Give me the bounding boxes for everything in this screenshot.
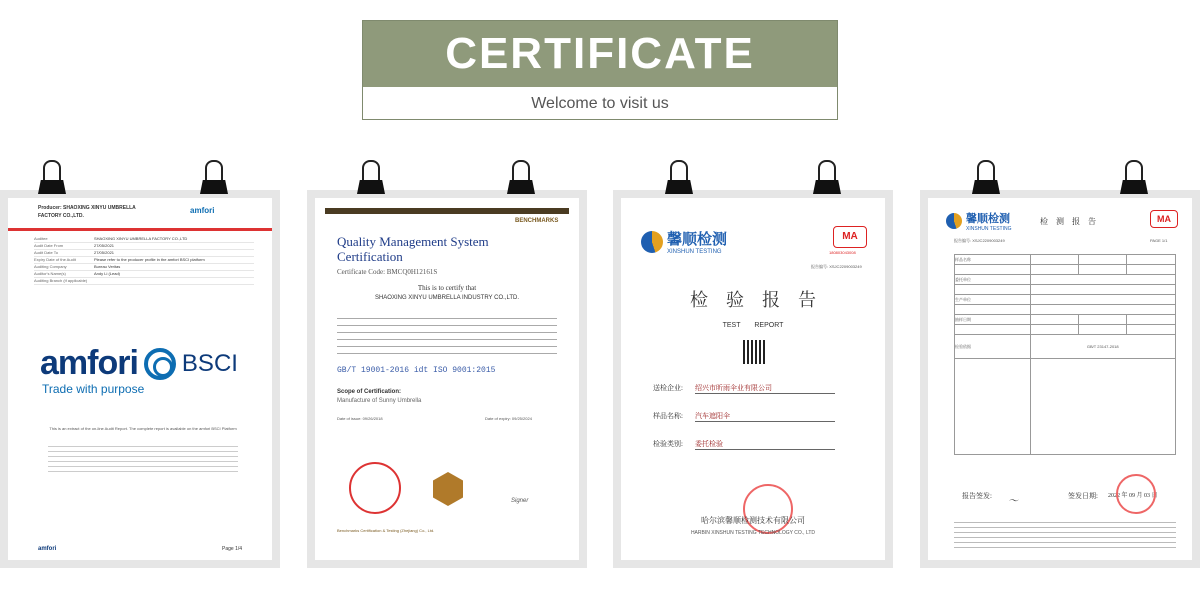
cma-mark-icon: MA (1150, 210, 1178, 228)
xinshun-logo: 馨顺检测 XINSHUN TESTING (946, 210, 1011, 232)
fine-print (48, 446, 238, 476)
amfori-tagline: Trade with purpose (42, 382, 145, 396)
sample-label: 样品名称: (653, 412, 683, 420)
qms-title: Quality Management System Certification (337, 234, 489, 264)
certificate-paper (928, 198, 1192, 560)
certificate-paper (315, 198, 579, 560)
qr-code-icon (743, 340, 767, 364)
address-lines (337, 318, 557, 358)
red-seal-icon (349, 462, 401, 514)
signer-label: Signer (511, 498, 529, 504)
issue-date-label: 签发日期: (1068, 492, 1098, 500)
certificate-card-amfori[interactable] (0, 190, 280, 568)
binder-clip-icon (507, 160, 535, 198)
amfori-bsci-logo: amfori BSCI (40, 344, 238, 382)
red-seal-icon (743, 484, 793, 534)
binder-clip-icon (813, 160, 841, 198)
report-page-title: 检 测 报 告 (1040, 217, 1096, 226)
certify-line: This is to certify that (417, 284, 477, 292)
bsci-ring-icon (144, 348, 176, 380)
company-name: SHAOXING XINYU UMBRELLA INDUSTRY CO.,LTD. (374, 295, 520, 301)
applicant-value: 绍兴市昕雨伞业有限公司 (695, 384, 835, 394)
category-value: 委托检验 (695, 440, 835, 450)
decorative-bar (325, 208, 569, 214)
cma-mark-icon: MA (833, 226, 867, 248)
certificate-card-qms[interactable] (307, 190, 587, 568)
benchmarks-badge-icon (433, 472, 463, 506)
report-data-table: 样品名称 委托单位 生产单位 抽样日期 检验依据 GB/T 23147-2018 (954, 254, 1176, 455)
binder-clip-icon (1120, 160, 1148, 198)
binder-clip-icon (665, 160, 693, 198)
issue-date: Date of issue: 09/26/2018 (337, 416, 383, 421)
issue-date-value: 2022 年 09 月 03 日 (1108, 493, 1158, 499)
xinshun-swirl-icon (641, 231, 663, 253)
red-seal-icon (1116, 474, 1156, 514)
xinshun-swirl-icon (946, 213, 962, 229)
scope-text: Manufacture of Sunny Umbrella (337, 398, 422, 404)
header-band (363, 21, 837, 87)
report-number: 报告编号: XSJC2209003249 (811, 264, 862, 269)
benchmarks-logo: BENCHMARKS (515, 218, 559, 224)
lab-name-cn: 哈尔滨馨顺检测技术有限公司 (701, 516, 805, 525)
certificate-paper (8, 198, 272, 560)
standard-code: GB/T 19001-2016 idt ISO 9001:2015 (337, 366, 496, 375)
binder-clip-icon (38, 160, 66, 198)
qms-footer: Benchmarks Certification & Testing (Zhejiang) Co., Ltd. (337, 528, 435, 533)
report-number: 报告编号: XSJC2209003249 (954, 238, 1005, 243)
fine-print (954, 522, 1176, 552)
xinshun-logo: 馨顺检测 XINSHUN TESTING (641, 228, 727, 255)
page-title: CERTIFICATE (445, 29, 755, 78)
ma-code: 180803043008 (829, 250, 856, 255)
footer-logo: amfori (38, 546, 57, 552)
binder-clip-icon (357, 160, 385, 198)
certificate-header (362, 20, 838, 120)
amfori-small-logo: amfori (190, 206, 215, 215)
producer-line: Producer: SHAOXING XINYU UMBRELLA FACTORY CO.,LTD. (38, 205, 136, 219)
report-title-cn: 检 验 报 告 (690, 290, 816, 311)
sample-value: 汽车遮阳伞 (695, 412, 835, 422)
scope-label: Scope of Certification: (337, 389, 402, 395)
signature-icon: 〜 (1008, 496, 1018, 507)
applicant-label: 送检企业: (653, 384, 683, 392)
cert-code: Certificate Code: BMCQ0H12161S (337, 268, 438, 276)
footer-note: This is an extract of the on-line Audit Report. The complete report is available on the amfori BSCI Platform (49, 426, 237, 431)
audit-details-table: Auditee SHAOXING XINYU UMBRELLA FACTORY CO.,LTD Audit Date From 27/05/2021 Audit Date To 27/05/2021 Expiry Date of the Audit Please refer to the producer profile in the amfori BSCI platform Auditing Company Bureau Veritas Auditor's Name(s) Andy Li (Lead) Auditing Branch (if applicable) (34, 236, 254, 285)
binder-clip-icon (200, 160, 228, 198)
page-number: Page 1/4 (222, 546, 243, 552)
page-subtitle: Welcome to visit us (531, 95, 669, 112)
expiry-date: Date of expiry: 09/25/2024 (485, 416, 532, 421)
certificate-card-report-page[interactable] (920, 190, 1200, 568)
certificate-paper (621, 198, 885, 560)
category-label: 检验类别: (653, 440, 683, 448)
signature-label: 报告签发: (962, 492, 992, 500)
red-divider (8, 228, 272, 231)
binder-clip-icon (972, 160, 1000, 198)
report-title-en: TEST REPORT (722, 322, 784, 329)
lab-name-en: HARBIN XINSHUN TESTING TECHNOLOGY CO., LTD (690, 530, 816, 536)
certificate-card-report-cover[interactable] (613, 190, 893, 568)
page-number: PAGE 1/1 (1150, 238, 1168, 243)
